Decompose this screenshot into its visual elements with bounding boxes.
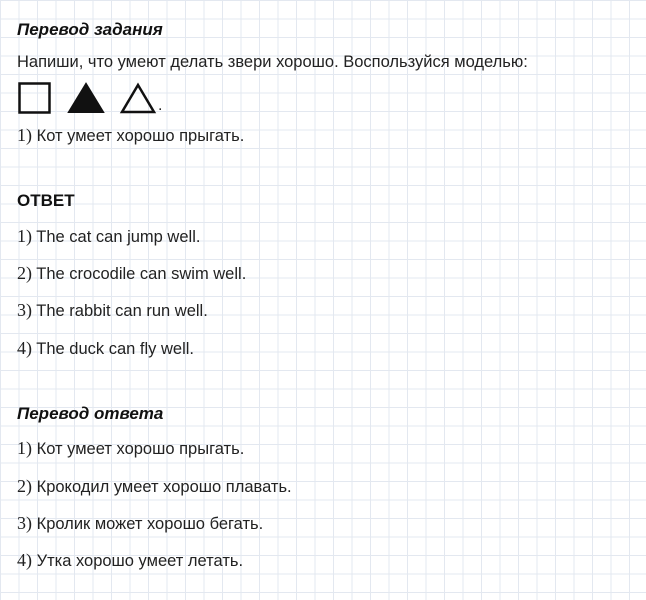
answer-item-2 — [17, 263, 246, 284]
translation-text: Крокодил умеет хорошо плавать. — [32, 478, 292, 496]
translation-item-1 — [17, 438, 244, 459]
answer-number: 2) — [17, 263, 32, 283]
example-number: 1) — [17, 125, 32, 145]
answer-number: 4) — [17, 338, 32, 358]
task-instruction: Напиши, что умеют делать звери хорошо. Воспользуйся моделью: — [17, 53, 528, 71]
answer-text: The duck can fly well. — [32, 340, 195, 358]
translation-item-3 — [17, 513, 263, 534]
translation-text: Кот умеет хорошо прыгать. — [32, 440, 245, 458]
model-period: . — [158, 97, 163, 114]
translation-number: 3) — [17, 513, 32, 533]
filled-triangle-icon — [67, 82, 105, 114]
answer-heading: ОТВЕТ — [17, 191, 75, 210]
translation-text: Кролик может хорошо бегать. — [32, 515, 264, 533]
answer-item-3 — [17, 300, 208, 321]
task-example — [17, 125, 244, 146]
answer-text: The cat can jump well. — [32, 228, 201, 246]
translation-item-2 — [17, 476, 292, 497]
translation-number: 1) — [17, 438, 32, 458]
answer-text: The crocodile can swim well. — [32, 265, 247, 283]
translation-number: 4) — [17, 550, 32, 570]
answer-text: The rabbit can run well. — [32, 302, 208, 320]
answer-item-4 — [17, 338, 194, 359]
answer-number: 1) — [17, 226, 32, 246]
model-shapes — [18, 80, 162, 114]
translation-number: 2) — [17, 476, 32, 496]
example-text: Кот умеет хорошо прыгать. — [32, 127, 245, 145]
answer-item-1 — [17, 226, 200, 247]
translation-text: Утка хорошо умеет летать. — [32, 552, 244, 570]
task-translation-heading: Перевод задания — [17, 20, 163, 39]
outline-triangle-icon — [119, 82, 157, 114]
answer-translation-heading: Перевод ответа — [17, 404, 164, 423]
translation-item-4 — [17, 550, 243, 571]
square-icon — [18, 82, 52, 114]
answer-number: 3) — [17, 300, 32, 320]
